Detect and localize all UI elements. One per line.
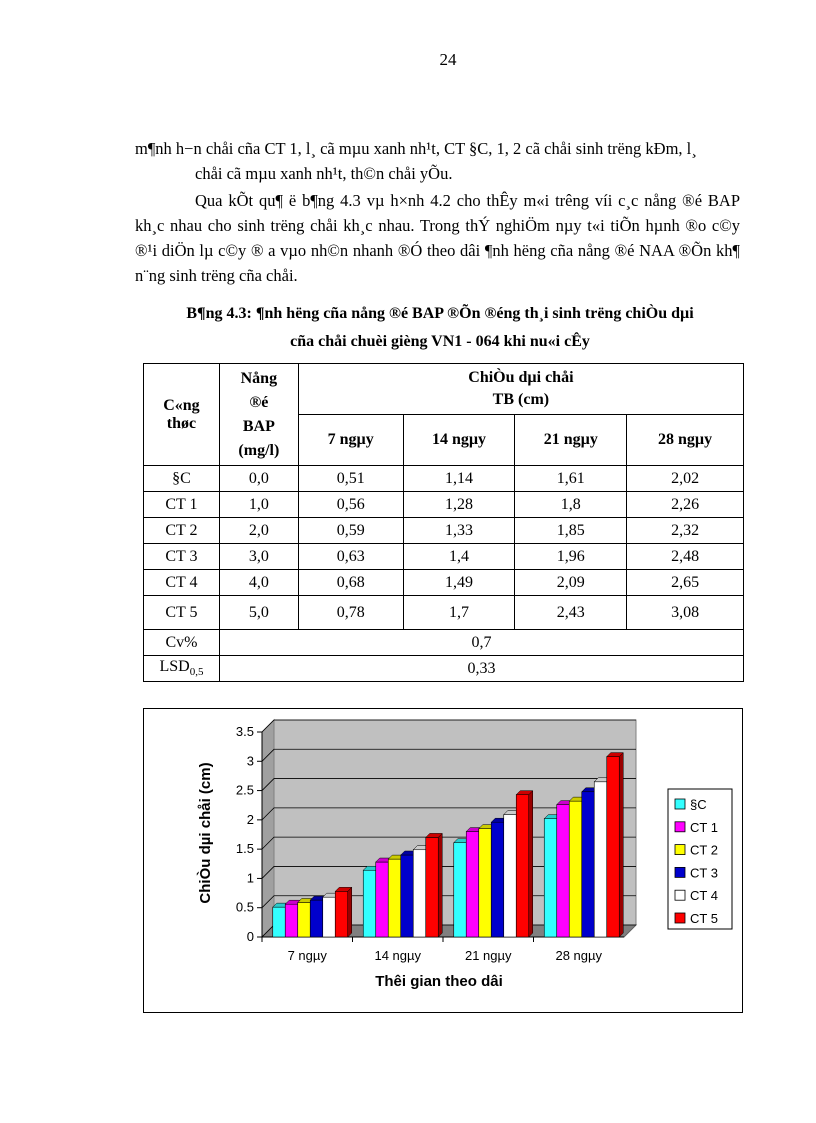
table-row: CT 1 1,0 0,56 1,28 1,8 2,26 (144, 492, 744, 518)
legend-swatch (675, 845, 685, 855)
legend-swatch (675, 913, 685, 923)
lsd-value: 0,33 (219, 656, 743, 682)
legend-swatch (675, 799, 685, 809)
bar (310, 900, 323, 937)
bar (582, 792, 595, 937)
plot-side-wall (262, 720, 274, 937)
table-row: §C 0,0 0,51 1,14 1,61 2,02 (144, 466, 744, 492)
paragraph-1 (135, 136, 740, 186)
bar (363, 870, 376, 937)
y-tick-label: 3 (246, 753, 254, 769)
bar (335, 891, 348, 937)
y-tick-label: 3.5 (235, 724, 254, 739)
header-formula: C«ng thøc (144, 364, 220, 466)
x-tick-label: 21 ngµy (464, 948, 512, 963)
page-number: 24 (439, 50, 457, 69)
y-tick-label: 1 (246, 870, 254, 886)
bar (466, 832, 479, 937)
x-axis-title: Thêi gian theo dâi (375, 973, 503, 990)
legend-swatch (675, 822, 685, 832)
x-tick-label: 7 ngµy (287, 948, 327, 963)
lsd-row (144, 656, 744, 682)
bar (544, 819, 557, 937)
bar (454, 843, 467, 937)
bar (516, 795, 529, 937)
cv-row (144, 630, 744, 656)
y-tick-label: 0 (246, 929, 254, 944)
bar (607, 757, 620, 937)
table-row: CT 4 4,0 0,68 1,49 2,09 2,65 (144, 570, 744, 596)
header-concentration: Nång ®é BAP (mg/l) (219, 364, 298, 466)
x-tick-label: 28 ngµy (555, 948, 603, 963)
bar (491, 822, 504, 937)
y-axis-title: ChiÒu dµi chåi (cm) (197, 762, 214, 904)
bar (504, 815, 517, 937)
bar (323, 897, 336, 937)
legend-label: §C (690, 797, 707, 812)
table-caption-line-2: cña chåi chuèi gièng VN1 - 064 khi nu«i cÊy (290, 333, 590, 350)
cv-label: Cv% (144, 630, 220, 656)
chart-frame (143, 708, 743, 1013)
bar (298, 902, 311, 937)
bar (569, 801, 582, 937)
table-row: CT 3 3,0 0,63 1,4 1,96 2,48 (144, 544, 744, 570)
bar (388, 859, 401, 937)
y-tick-label: 1.5 (235, 841, 254, 857)
paragraph-1-line-2: chåi cã mµu xanh nh¹t, th©n chåi yÕu. (195, 164, 453, 183)
legend-label: CT 1 (690, 819, 718, 835)
bar (426, 837, 439, 937)
table-row: CT 2 2,0 0,59 1,33 1,85 2,32 (144, 518, 744, 544)
bar (479, 829, 492, 937)
x-tick-label: 14 ngµy (374, 948, 422, 963)
legend-swatch (675, 890, 685, 900)
table-row: CT 5 5,0 0,78 1,7 2,43 3,08 (144, 596, 744, 630)
bar-chart (144, 709, 742, 1012)
legend-label: CT 2 (690, 842, 718, 858)
paragraph-1-line-1: m¶nh h−n chåi cña CT 1, l¸ cã mµu xanh nh¹t, CT §C, 1, 2 cã chåi sinh trëng kÐm, l¸ (135, 139, 697, 158)
table-caption (120, 300, 760, 356)
header-day-7: 7 ngµy (298, 415, 403, 466)
bar-side (438, 833, 442, 937)
header-day-21: 21 ngµy (515, 415, 627, 466)
y-tick-label: 2 (246, 811, 254, 827)
legend-label: CT 4 (690, 888, 718, 904)
header-day-28: 28 ngµy (627, 415, 744, 466)
paragraph-2: Qua kÕt qu¶ ë b¶ng 4.3 vµ h×nh 4.2 cho thÊy m«i trêng víi c¸c nång ®é BAP kh¸c nhau cho sinh trëng chåi kh¸c nhau. Trong thÝ nghiÖm nµy t«i tiÕn hµnh ®o c©y ®¹i diÖn lµ c©y ® a vµo nh©n nhanh ®Ó theo dâi ¶nh hëng cña nång ®é NAA ®Õn kh¶ n¨ng sinh trëng cña chåi. (135, 191, 740, 285)
bar (401, 855, 414, 937)
legend-label: CT 3 (690, 865, 718, 881)
header-day-14: 14 ngµy (403, 415, 515, 466)
table-caption-line-1: B¶ng 4.3: ¶nh hëng cña nång ®é BAP ®Õn ®éng th¸i sinh trëng chiÒu dµi (186, 305, 694, 322)
y-tick-label: 2.5 (235, 782, 254, 798)
legend-label: CT 5 (690, 911, 718, 926)
bar (285, 904, 298, 937)
bar (557, 805, 570, 937)
y-tick-label: 0.5 (235, 899, 254, 915)
lsd-label: $LSD_{0,5}$ (144, 656, 220, 682)
bar (376, 862, 389, 937)
data-table (143, 363, 744, 682)
bar (413, 850, 426, 937)
bar-side (619, 753, 623, 937)
legend-swatch (675, 867, 685, 877)
bar-side (529, 791, 533, 937)
bar-side (348, 887, 352, 937)
bar (273, 907, 286, 937)
cv-value: 0,7 (219, 630, 743, 656)
header-shoot-length: ChiÒu dµi chåi TB (cm) (298, 364, 743, 415)
bar (594, 782, 607, 937)
